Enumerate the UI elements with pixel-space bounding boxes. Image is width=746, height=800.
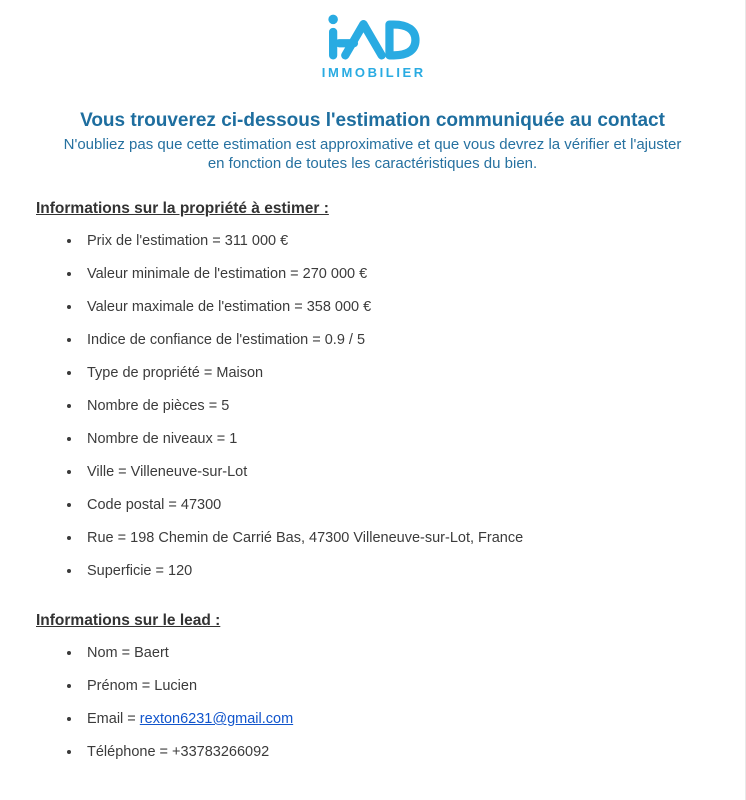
email-content: [0, 200, 745, 760]
list-item: Prix de l'estimation = 311 000 €: [36, 234, 709, 249]
list-item: Nom = Baert: [36, 646, 709, 661]
property-info-list: [36, 234, 709, 579]
list-item: Superficie = 120: [36, 564, 709, 579]
lead-email-link[interactable]: rexton6231@gmail.com: [139, 711, 294, 727]
page-title: Vous trouverez ci-dessous l'estimation communiquée au contact: [80, 110, 665, 131]
list-item: [36, 712, 709, 727]
list-item: Ville = Villeneuve-sur-Lot: [36, 465, 709, 480]
email-label: Email =: [87, 711, 140, 727]
section-heading-lead: Informations sur le lead :: [36, 612, 221, 629]
brand-logo-subtext: IMMOBILIER: [321, 65, 426, 80]
list-item: Prénom = Lucien: [36, 679, 709, 694]
list-item: Nombre de niveaux = 1: [36, 432, 709, 447]
list-item: Type de propriété = Maison: [36, 366, 709, 381]
list-item: Nombre de pièces = 5: [36, 399, 709, 414]
list-item: Code postal = 47300: [36, 498, 709, 513]
list-item: Téléphone = +33783266092: [36, 745, 709, 760]
list-item: Rue = 198 Chemin de Carrié Bas, 47300 Villeneuve-sur-Lot, France: [36, 531, 709, 546]
lead-info-list: [36, 646, 709, 760]
page-subtitle: [0, 135, 745, 173]
list-item: Valeur minimale de l'estimation = 270 000 €: [36, 267, 709, 282]
iad-logo-icon: [321, 12, 425, 64]
brand-logo: [0, 0, 745, 80]
list-item: Valeur maximale de l'estimation = 358 000 €: [36, 300, 709, 315]
subtitle-line-1: N'oubliez pas que cette estimation est approximative et que vous devrez la vérifier et l'ajuster: [63, 136, 682, 153]
subtitle-line-2: en fonction de toutes les caractéristiques du bien.: [207, 155, 538, 172]
list-item: Indice de confiance de l'estimation = 0.9 / 5: [36, 333, 709, 348]
section-heading-property: Informations sur la propriété à estimer :: [36, 200, 329, 217]
